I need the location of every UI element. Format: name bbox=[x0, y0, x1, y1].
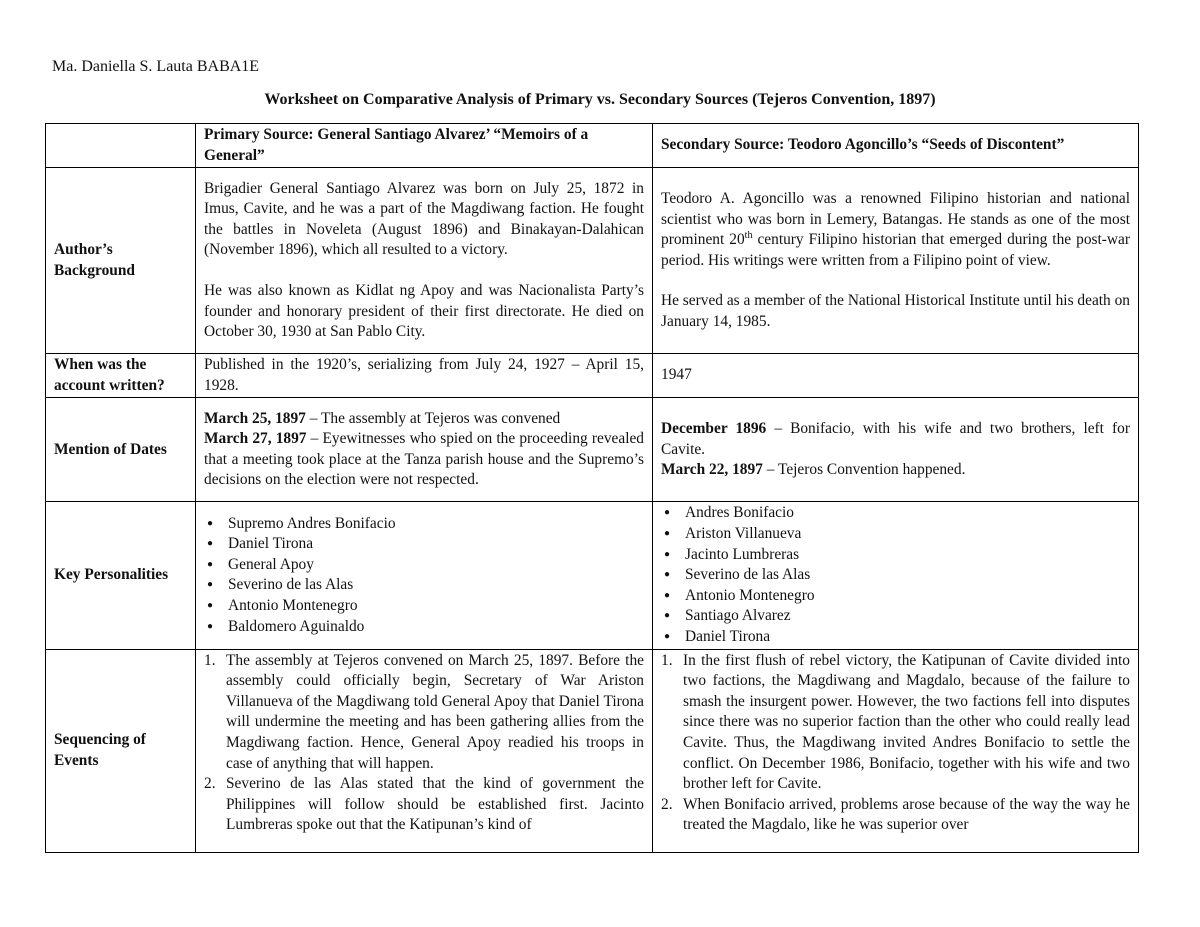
primary-date-entry: March 27, 1897 – Eyewitnesses who spied on the proceeding revealed that a meeting took place at the Tanza parish house and the Supremo’s decisions on the election were not respected. bbox=[204, 430, 644, 489]
header-primary-source: Primary Source: General Santiago Alvarez’ “Memoirs of a General” bbox=[196, 124, 653, 168]
secondary-personalities-list bbox=[661, 503, 1130, 647]
primary-background-paragraph-2: He was also known as Kidlat ng Apoy and was Nacionalista Party’s founder and honorary president of their first directorate. He died on October 30, 1930 at San Pablo City. bbox=[204, 281, 644, 341]
row-label-authors-background: Author’s Background bbox=[46, 168, 196, 354]
list-item: ● Santiago Alvarez bbox=[661, 606, 1130, 627]
primary-background-paragraph-1: Brigadier General Santiago Alvarez was born on July 25, 1872 in Imus, Cavite, and he was a part of the Magdiwang faction. He fought the battles in Noveleta (August 1896) and Binakayan-Dalahican (November 1896), which all resulted to a victory. bbox=[204, 179, 644, 259]
primary-sequencing-of-events bbox=[196, 649, 653, 852]
comparison-table bbox=[45, 123, 1139, 853]
table-row-when-written bbox=[46, 354, 1139, 398]
table-row-mention-of-dates bbox=[46, 398, 1139, 502]
primary-authors-background bbox=[196, 168, 653, 354]
row-label-when-written: When was the account written? bbox=[46, 354, 196, 398]
table-row-key-personalities bbox=[46, 502, 1139, 649]
list-item: 1. In the first flush of rebel victory, the Katipunan of Cavite divided into two factions, the Magdiwang and Magdalo, because of the failure to smash the insurgent power. However, the two factions fell into disputes since there was no superior faction than the other who could really lead Cavite. Thus, the Magdiwang invited Andres Bonifacio to settle the conflict. On December 1986, Bonifacio, together with his wife and two brother left for Cavite. bbox=[661, 651, 1130, 793]
secondary-key-personalities bbox=[653, 502, 1139, 649]
secondary-date-entry: December 1896 – Bonifacio, with his wife and two brothers, left for Cavite. bbox=[661, 419, 1130, 458]
secondary-sequencing-of-events bbox=[653, 649, 1139, 852]
secondary-background-paragraph-2: He served as a member of the National Historical Institute until his death on January 14, 1985. bbox=[661, 292, 1130, 330]
secondary-mention-of-dates bbox=[653, 398, 1139, 502]
primary-mention-of-dates bbox=[196, 398, 653, 502]
primary-personalities-list bbox=[204, 514, 644, 638]
list-item: 2. When Bonifacio arrived, problems arose because of the way the way he treated the Magdalo, like he was superior over bbox=[661, 795, 1130, 834]
list-item: 2. Severino de las Alas stated that the kind of government the Philippines will follow should be established first. Jacinto Lumbreras spoke out that the Katipunan’s kind of bbox=[204, 775, 644, 834]
list-item: ● Ariston Villanueva bbox=[661, 524, 1130, 545]
secondary-date-entry: March 22, 1897 – Tejeros Convention happened. bbox=[661, 461, 966, 479]
secondary-background-paragraph-1: Teodoro A. Agoncillo was a renowned Filipino historian and national scientist who was born in Lemery, Batangas. He stands as one of the most prominent 20th century Filipino historian that emerged during the post-war period. His writings were written from a Filipino point of view. bbox=[661, 189, 1130, 269]
list-item: ● General Apoy bbox=[204, 555, 644, 576]
author-line: Ma. Daniella S. Lauta BABA1E bbox=[52, 58, 260, 75]
row-label-mention-of-dates: Mention of Dates bbox=[46, 398, 196, 502]
list-item: 1. The assembly at Tejeros convened on March 25, 1897. Before the assembly could officially begin, Secretary of War Ariston Villanueva of the Magdiwang told General Apoy that Daniel Tirona will undermine the meeting and has been gathering allies from the Magdiwang faction. Hence, General Apoy readied his troops in case of anything that will happen. bbox=[204, 651, 644, 772]
primary-key-personalities bbox=[196, 502, 653, 649]
list-item: ● Daniel Tirona bbox=[204, 534, 644, 555]
secondary-authors-background bbox=[653, 168, 1139, 354]
primary-date-entry: March 25, 1897 – The assembly at Tejeros was convened bbox=[204, 409, 561, 427]
header-empty-cell bbox=[46, 124, 196, 168]
table-row-authors-background bbox=[46, 168, 1139, 354]
list-item: ● Antonio Montenegro bbox=[204, 596, 644, 617]
list-item: ● Baldomero Aguinaldo bbox=[204, 617, 644, 638]
list-item: ● Severino de las Alas bbox=[661, 565, 1130, 586]
list-item: ● Daniel Tirona bbox=[661, 627, 1130, 648]
row-label-key-personalities: Key Personalities bbox=[46, 502, 196, 649]
worksheet-title: Worksheet on Comparative Analysis of Primary vs. Secondary Sources (Tejeros Convention, 1897) bbox=[264, 91, 936, 108]
primary-events-list bbox=[204, 651, 644, 836]
row-label-sequencing-of-events: Sequencing of Events bbox=[46, 649, 196, 852]
list-item: ● Supremo Andres Bonifacio bbox=[204, 514, 644, 535]
list-item: ● Antonio Montenegro bbox=[661, 586, 1130, 607]
list-item: ● Jacinto Lumbreras bbox=[661, 545, 1130, 566]
primary-when-written: Published in the 1920’s, serializing from July 24, 1927 – April 15, 1928. bbox=[196, 354, 653, 398]
list-item: ● Andres Bonifacio bbox=[661, 503, 1130, 524]
list-item: ● Severino de las Alas bbox=[204, 575, 644, 596]
table-header-row bbox=[46, 124, 1139, 168]
header-secondary-source: Secondary Source: Teodoro Agoncillo’s “Seeds of Discontent” bbox=[653, 124, 1139, 168]
secondary-events-list bbox=[661, 651, 1130, 836]
table-row-sequencing-of-events bbox=[46, 649, 1139, 852]
secondary-when-written: 1947 bbox=[653, 354, 1139, 398]
